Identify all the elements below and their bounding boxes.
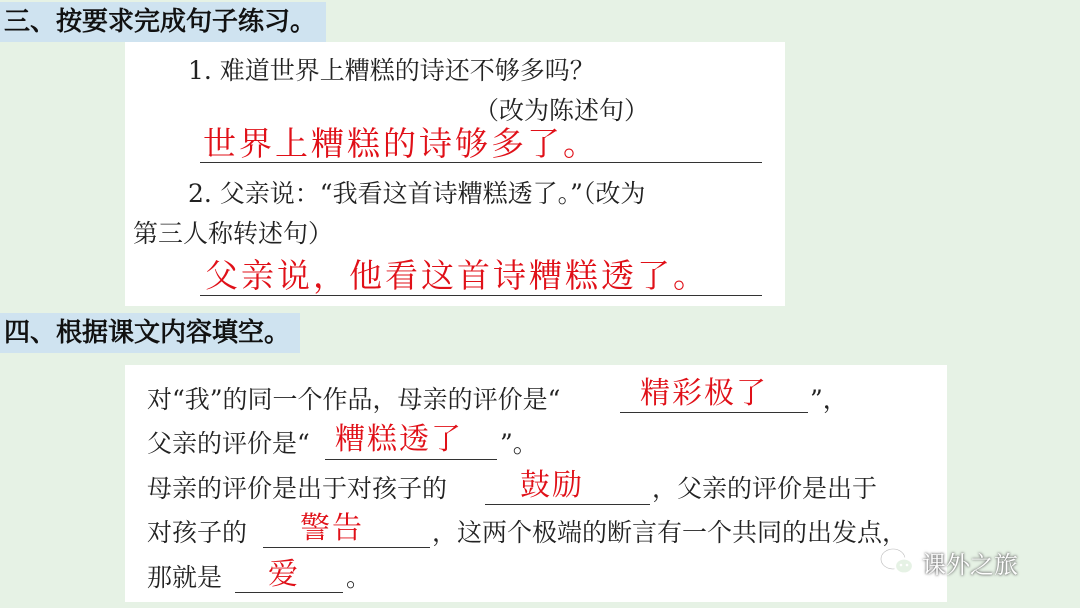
- q2-prompt-line-1: 2. 父亲说：“我看这首诗糟糕透了。”（改为: [188, 179, 646, 208]
- fill-line-1-after: ”，: [810, 385, 848, 414]
- fill-line-4-after: ，这两个极端的断言有一个共同的出发点，: [432, 518, 908, 547]
- watermark: [878, 542, 1068, 582]
- blank-1-answer: 精彩极了: [640, 376, 768, 411]
- q1-instruction: （改为陈述句）: [474, 96, 650, 125]
- fill-line-3-after: ，父亲的评价是出于: [652, 474, 878, 503]
- blank-4-answer: 警告: [300, 511, 364, 546]
- fill-line-5-before: 那就是: [147, 563, 223, 592]
- fill-line-4-before: 对孩子的: [147, 518, 248, 547]
- blank-5-line: [235, 592, 343, 593]
- watermark-text: 课外之旅: [922, 550, 1018, 579]
- blank-2-answer: 糟糕透了: [335, 422, 463, 457]
- q2-answer-line: [200, 295, 762, 296]
- wechat-icon: [878, 546, 916, 578]
- fill-line-1-before: 对“我”的同一个作品，母亲的评价是“: [147, 385, 561, 414]
- q1-answer: 世界上糟糕的诗够多了。: [203, 124, 599, 163]
- fill-line-2-after: ”。: [500, 429, 538, 458]
- q1-prompt: 1. 难道世界上糟糕的诗还不够多吗？: [188, 56, 595, 85]
- blank-1-line: [620, 412, 808, 413]
- fill-line-2-before: 父亲的评价是“: [147, 429, 310, 458]
- section-3-heading: 三、按要求完成句子练习。: [0, 2, 326, 42]
- blank-3-line: [485, 504, 650, 505]
- blank-2-line: [325, 459, 497, 460]
- q2-prompt-line-2: 第三人称转述句）: [133, 219, 334, 248]
- q2-answer: 父亲说，他看这首诗糟糕透了。: [205, 256, 709, 295]
- blank-5-answer: 爱: [268, 557, 300, 592]
- q1-answer-line: [200, 162, 762, 163]
- blank-3-answer: 鼓励: [520, 468, 584, 503]
- section-4-heading: 四、根据课文内容填空。: [0, 313, 300, 353]
- blank-4-line: [263, 547, 430, 548]
- fill-line-5-after: 。: [346, 563, 372, 592]
- fill-line-3-before: 母亲的评价是出于对孩子的: [147, 474, 448, 503]
